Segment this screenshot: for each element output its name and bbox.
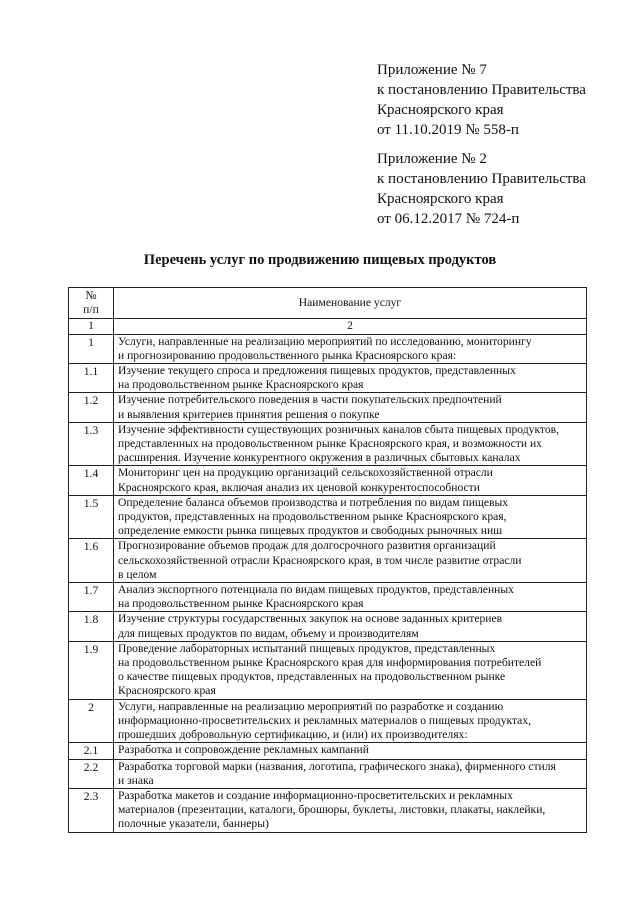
row-service-name — [114, 641, 587, 699]
appendix-current-line1: Приложение № 7 — [377, 62, 487, 78]
appendix-current-line3: Красноярского края — [377, 102, 504, 118]
row-service-name — [114, 364, 587, 393]
row-number: 1.4 — [69, 466, 114, 495]
table-row — [69, 743, 587, 759]
table-header-row — [69, 288, 587, 319]
service-text-line: Услуги, направленные на реализацию мероприятий по исследованию, мониторингу — [118, 334, 532, 348]
service-text-line: Красноярского края, включая анализ их ценовой конкурентоспособности — [118, 480, 480, 494]
service-text-line: сельскохозяйственной отрасли Красноярского края, в том числе развитие отрасли — [118, 553, 522, 567]
row-service-name — [114, 539, 587, 583]
appendix-original — [377, 149, 627, 229]
appendix-original-line4: от 06.12.2017 № 724-п — [377, 211, 520, 227]
service-text-line: Мониторинг цен на продукцию организаций сельскохозяйственной отрасли — [118, 466, 493, 480]
service-text-line: Разработка макетов и создание информационно-просветительских и рекламных — [118, 788, 513, 802]
row-service-name — [114, 334, 587, 363]
table-row — [69, 539, 587, 583]
index-col2: 2 — [114, 319, 587, 334]
row-service-name — [114, 583, 587, 612]
service-text-line: Разработка и сопровождение рекламных кампаний — [118, 743, 369, 757]
appendix-current-line4: от 11.10.2019 № 558-п — [377, 122, 519, 138]
service-text-line: Изучение текущего спроса и предложения пищевых продуктов, представленных — [118, 364, 516, 378]
table-body — [69, 334, 587, 832]
table-row — [69, 759, 587, 788]
services-table — [68, 287, 587, 833]
service-text-line: Анализ экспортного потенциала по видам пищевых продуктов, представленных — [118, 583, 514, 597]
service-text-line: Проведение лабораторных испытаний пищевых продуктов, представленных — [118, 641, 496, 655]
table-row — [69, 612, 587, 641]
row-number: 1.5 — [69, 495, 114, 539]
row-service-name — [114, 699, 587, 743]
service-text-line: и прогнозированию продовольственного рынка Красноярского края: — [118, 348, 457, 362]
service-text-line: расширения. Изучение конкурентного окружения в различных сбытовых каналах — [118, 451, 521, 465]
table-row — [69, 495, 587, 539]
row-service-name — [114, 612, 587, 641]
service-text-line: на продовольственном рынке Красноярского края для информирования потребителей — [118, 656, 542, 670]
index-col1: 1 — [69, 319, 114, 334]
table-row — [69, 466, 587, 495]
appendix-original-line2: к постановлению Правительства — [377, 171, 586, 187]
row-number: 1.3 — [69, 422, 114, 466]
service-text-line: на продовольственном рынке Красноярского края — [118, 597, 364, 611]
appendix-original-line1: Приложение № 2 — [377, 151, 487, 167]
table-row — [69, 583, 587, 612]
row-number: 1.6 — [69, 539, 114, 583]
service-text-line: прошедших добровольную сертификацию, и (или) их производителях: — [118, 728, 468, 742]
header-service-name: Наименование услуг — [114, 288, 587, 319]
service-text-line: Изучение эффективности существующих розничных каналов сбыта пищевых продуктов, — [118, 422, 560, 436]
row-service-name — [114, 495, 587, 539]
service-text-line: полочные указатели, баннеры) — [118, 817, 269, 831]
service-text-line: Изучение потребительского поведения в части покупательских предпочтений — [118, 393, 502, 407]
service-text-line: на продовольственном рынке Красноярского края — [118, 378, 364, 392]
table-index-row — [69, 319, 587, 334]
service-text-line: представленных на продовольственном рынке Красноярского края, и возможности их — [118, 437, 542, 451]
header-number-line1: № — [85, 289, 97, 302]
service-text-line: Красноярского края — [118, 684, 216, 698]
service-text-line: Прогнозирование объемов продаж для долгосрочного развития организаций — [118, 539, 496, 553]
service-text-line: Разработка торговой марки (названия, логотипа, графического знака), фирменного стиля — [118, 759, 556, 773]
header-number-line2: п/п — [83, 303, 99, 317]
header-number — [69, 288, 114, 319]
document-title: Перечень услуг по продвижению пищевых продуктов — [143, 252, 497, 268]
service-text-line: продуктов, представленных на продовольственном рынке Красноярского края, — [118, 510, 507, 524]
row-service-name — [114, 393, 587, 422]
row-number: 2 — [69, 699, 114, 743]
service-text-line: в целом — [118, 567, 157, 581]
appendix-current-line2: к постановлению Правительства — [377, 82, 586, 98]
row-number: 2.1 — [69, 743, 114, 759]
row-number: 1.2 — [69, 393, 114, 422]
table-row — [69, 699, 587, 743]
row-service-name — [114, 743, 587, 759]
row-number: 1.9 — [69, 641, 114, 699]
service-text-line: для пищевых продуктов по видам, объему и производителям — [118, 626, 419, 640]
row-number: 1.8 — [69, 612, 114, 641]
table-row — [69, 641, 587, 699]
service-text-line: Услуги, направленные на реализацию мероприятий по разработке и созданию — [118, 699, 504, 713]
service-text-line: определение емкости рынка пищевых продуктов и свободных рыночных ниш — [118, 524, 503, 538]
service-text-line: Определение баланса объемов производства и потребления по видам пищевых — [118, 495, 509, 509]
row-service-name — [114, 788, 587, 832]
row-number: 1 — [69, 334, 114, 363]
appendix-original-line3: Красноярского края — [377, 191, 504, 207]
table-row — [69, 334, 587, 363]
table-row — [69, 364, 587, 393]
row-service-name — [114, 466, 587, 495]
table-row — [69, 393, 587, 422]
row-number: 1.7 — [69, 583, 114, 612]
row-number: 1.1 — [69, 364, 114, 393]
row-number: 2.3 — [69, 788, 114, 832]
service-text-line: и выявления критериев принятия решения о покупке — [118, 407, 380, 421]
service-text-line: и знака — [118, 773, 154, 787]
service-text-line: информационно-просветительских и рекламных материалов о пищевых продуктах, — [118, 713, 532, 727]
row-service-name — [114, 759, 587, 788]
table-row — [69, 422, 587, 466]
row-number: 2.2 — [69, 759, 114, 788]
service-text-line: о качестве пищевых продуктов, представленных на продовольственном рынке — [118, 670, 506, 684]
row-service-name — [114, 422, 587, 466]
table-row — [69, 788, 587, 832]
appendix-current — [377, 60, 627, 140]
service-text-line: Изучение структуры государственных закупок на основе заданных критериев — [118, 612, 503, 626]
service-text-line: материалов (презентации, каталоги, брошюры, буклеты, листовки, плакаты, наклейки, — [118, 803, 546, 817]
